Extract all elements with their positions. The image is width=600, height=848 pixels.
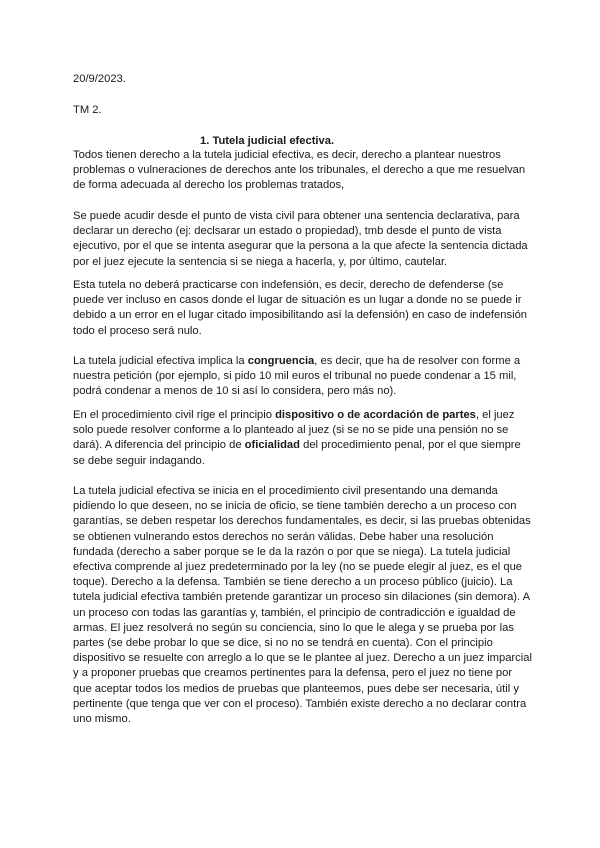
paragraph-4-text-start: La tutela judicial efectiva implica la [73,355,248,367]
paragraph-2: Se puede acudir desde el punto de vista civil para obtener una sentencia declarativa, para declarar un derecho (ej: declsarar un estado o propiedad), tmb desde el punto de vista ejecutivo, por el que se intenta asegurar que la persona a la que afecte la sentencia dictada por el juez ejecute la sentencia si se niega a hacerla, y, por último, cautelar. [73,210,528,268]
section-heading: 1. Tutela judicial efectiva. [200,135,335,147]
paragraph-5-text-end: del procedimiento penal, por el que siempre se debe seguir indagando. [73,439,521,467]
term-congruencia: congruencia [247,355,315,367]
paragraph-1: Todos tienen derecho a la tutela judicial efectiva, es decir, derecho a plantear nuestros problemas o vulneraciones de derechos ante los tribunales, el derecho a que me resuelvan de forma adecuada al derecho los problemas tratados, [73,149,526,192]
paragraph-3: Esta tutela no deberá practicarse con indefensión, es decir, derecho de defenderse (se puede ver incluso en casos donde el lugar de situación es un lugar a donde no se puede ir debido a un error en el lugar citado imposibilitando así la defensión) en caso de indefensión todo el proceso será nulo. [73,279,528,337]
paragraph-6: La tutela judicial efectiva se inicia en el procedimiento civil presentando una demanda pidiendo lo que deseen, no se inicia de oficio, se tiene también derecho a un proceso con garantías, se deben respetar los derechos fundamentales, es decir, si las pruebas obtenidas se obtienen vulnerando estos derechos no serán válidas. Debe haber una resolución fundada (derecho a saber porque se le da la razón o por que se niega). La tutela judicial efectiva comprende al juez predeterminado por la ley (no se puede elegir al juez, es el que toque). Derecho a la defensa. También se tiene derecho a un proceso público (juicio). La tutela judicial efectiva también pretende garantizar un proceso sin dilaciones (sin demora). A un proceso con todas las garantías y, también, el principio de contradicción e igualdad de armas. El juez resolverá no según su conciencia, sino lo que le alega y se prueba por las partes (se debe probar lo que se dice, si no no se tendrá en cuenta). Con el principio dispositivo se resuelte con arreglo a lo que se le plantee al juez. Derecho a un juez imparcial y a proponer pruebas que creamos pertinentes para la defensa, pero el juez no tiene por que aceptar todos los medios de pruebas que planteemos, pues debe ser necesaria, útil y pertinente (que tenga que ver con el proceso). También existe derecho a no declarar contra uno mismo. [73,485,532,726]
paragraph-4-text-end: , es decir, que ha de resolver con forme a nuestra petición (por ejemplo, si pido 10 mil euros el tribunal no puede condenar a 15 mil, podrá condenar a menos de 10 si así lo considera, pero más no). [73,355,521,398]
document-subject: TM 2. [73,104,102,116]
term-oficialidad: oficialidad [244,439,300,452]
paragraph-5-text-middle: , el juez solo puede resolver conforme a lo planteado al juez (si se no se pide una pensión no se dará). A diferencia del principio de [73,409,515,452]
document-date: 20/9/2023. [73,73,126,85]
paragraph-4 [73,354,533,400]
term-principio-dispositivo: dispositivo o de acordación de partes [275,409,476,421]
paragraph-5-text-start: En el procedimiento civil rige el principio [73,409,276,421]
paragraph-5 [73,408,533,469]
